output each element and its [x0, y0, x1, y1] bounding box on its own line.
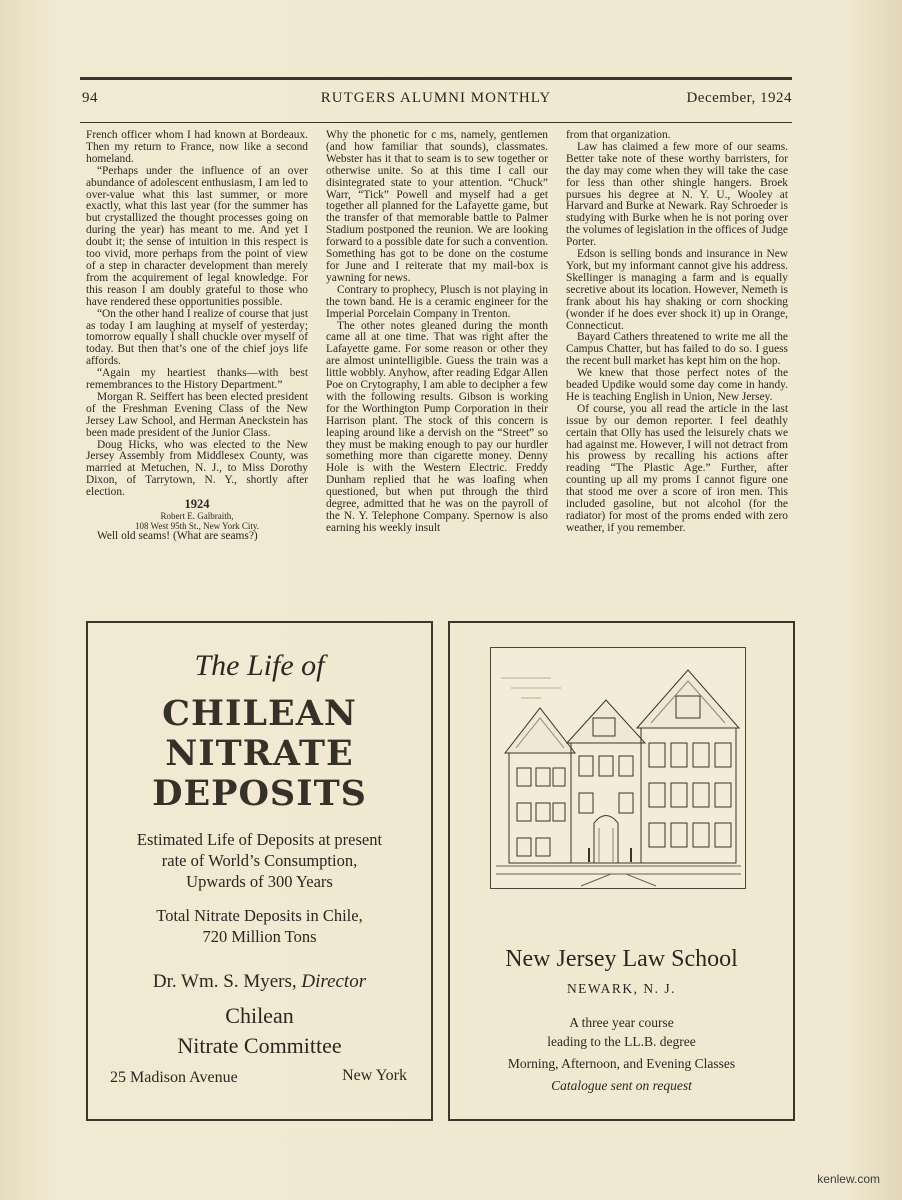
course-line: leading to the LL.B. degree: [547, 1034, 696, 1049]
school-name: New Jersey Law School: [505, 946, 738, 972]
paragraph: “Perhaps under the influence of an over abundance of adolescent enthusiasm, I am led to over-value what this last summer, or more exactly, what this last year (for the summer has but crystallized the thought processes going on during the year) has meant to me. And yet I doubt it; the sense of intuition in this respect is too vivid, more perhaps from the point of view of a step in character development than merely from the acquirement of legal knowledge. For this reason I am doubly grateful to those who have rendered these opportunities possible.: [86, 164, 308, 308]
ad-kicker: The Life of: [194, 649, 325, 682]
paragraph: Well old seams! (What are seams?): [97, 530, 258, 542]
catalogue-note: Catalogue sent on request: [551, 1078, 692, 1093]
director-name: Dr. Wm. S. Myers,: [152, 971, 297, 992]
watermark: kenlew.com: [817, 1172, 880, 1186]
paragraph: Bayard Cathers threatened to write me all the Campus Chatter, but has failed to do so. I guess the recent bull market has kept him on the hop.: [566, 331, 788, 368]
ad-title-line: DEPOSITS: [152, 773, 367, 814]
committee-name-line: Chilean: [225, 1003, 294, 1028]
paragraph: The other notes gleaned during the month came all at one time. That was right after the Lafayette game. For some reason or other they are almost unintelligible. Guess the train was a little wobbly. Anyhow, after reading Edgar Allen Poe on Crytography, I am able to decipher a few with the following results. Gibson is working for the Worthington Pump Corporation in their Harrison plant. The stock of this concern is leaping around like a dervish on the “Street” so they must be making enough to pay our hurdler something more than cigarette money. Denny Hole is with the Western Electric. Freddy Dunham replied that he was loafing when questioned, but when put through the third degree, admitted that he was on the payroll of the N. Y. Telephone Company. Spernow is also earning his weekly insult: [326, 319, 548, 534]
page-number: 94: [82, 90, 98, 106]
paragraph: French officer whom I had known at Bordeaux. Then my return to France, now like a second homeland.: [86, 129, 308, 165]
class-secretary-name: Robert E. Galbraith,: [160, 511, 234, 521]
ad-street-address: 25 Madison Avenue: [110, 1069, 238, 1086]
paragraph: Doug Hicks, who was elected to the New Jersey Assembly from Middlesex County, was married at Metuchen, N. J., to Miss Dorothy Dixon, of Tarrytown, N. Y., shortly after election.: [86, 438, 308, 499]
paragraph: Of course, you all read the article in the last issue by our demon reporter. I feel deathly certain that Olly has used the leisurely chats we had against me. However, I will not detract from his prowess by recalling his actions after reading “The Plastic Age.” Further, after counting up all my proms I cannot figure one that stood me over a score of iron men. This included gasoline, but not alcohol (for the radiator) for most of the proms ended with zero weather, if you remember.: [566, 402, 788, 534]
paragraph: Law has claimed a few more of our seams. Better take note of these worthy barristers, for the day may come when they will take the case for less than other shingle hangers. Broek pursues his degree at N. Y. U., Wooley at Harvard and Burke at Newark. Ray Schroeder is studying with Burke when he is not poring over the volumes of legislation in the offices of Judge Porter.: [566, 140, 788, 249]
paragraph: from that organization.: [566, 129, 671, 141]
page-header: [80, 88, 792, 112]
committee-name-line: Nitrate Committee: [177, 1033, 342, 1058]
chilean-nitrate-advertisement: [86, 621, 433, 1121]
paragraph: Morgan R. Seiffert has been elected president of the Freshman Evening Class of the New Jersey Law School, and Herman Aneckstein has been made president of the Junior Class.: [86, 390, 308, 439]
class-secretary-address: 108 West 95th St., New York City.: [134, 521, 260, 531]
school-location: NEWARK, N. J.: [566, 981, 677, 996]
ad-city: New York: [342, 1067, 407, 1084]
ad-estimate-line: Estimated Life of Deposits at present: [136, 830, 383, 849]
course-line: A three year course: [569, 1015, 674, 1030]
text-column-2: [326, 130, 548, 535]
nj-law-school-advertisement: [448, 621, 795, 1121]
ad-estimate-line: rate of World’s Consumption,: [161, 851, 358, 870]
building-drawing: [491, 648, 745, 888]
header-bottom-rule: [80, 122, 792, 123]
law-school-building-illustration: [490, 647, 746, 889]
paragraph: “On the other hand I realize of course that just as today I am laughing at myself of yesterday; tomorrow equally I shall chuckle over myself of today. But then that’s one of the chief joys life affords.: [86, 307, 308, 368]
paragraph: Contrary to prophecy, Plusch is not playing in the town band. He is a ceramic engineer for the Imperial Porcelain Company in Trenton.: [326, 283, 548, 320]
ad-total-line: 720 Million Tons: [202, 927, 317, 946]
ad-director: [88, 971, 431, 993]
paragraph: “Again my heartiest thanks—with best remembrances to the History Department.”: [86, 367, 308, 392]
ad-total-line: Total Nitrate Deposits in Chile,: [156, 906, 363, 925]
ad-estimate: [88, 829, 431, 892]
paragraph: Why the phonetic for c ms, namely, gentlemen (and how familiar that sounds), classmates. Webster has it that to seam is to sew together or otherwise unite. So at this time I call our disintegrated state to your attention. “Chuck” Warr, “Tick” Powell and myself had a get together all planned for the Lafayette game, but the transfer of that memorable battle to Palmer Stadium postponed the reunion. We are looking forward to a possible date for such a convention. Something has got to be done on the costume for June and I reiterate that my mail-box is yawning for news.: [326, 129, 548, 284]
magazine-title: RUTGERS ALUMNI MONTHLY: [320, 90, 552, 106]
text-column-3: [566, 130, 788, 535]
class-times: Morning, Afternoon, and Evening Classes: [507, 1056, 736, 1071]
issue-date: December, 1924: [686, 90, 792, 106]
ad-total: [88, 905, 431, 947]
ad-estimate-line: Upwards of 300 Years: [186, 872, 333, 891]
ad-title-line: NITRATE: [165, 733, 354, 774]
ad-title-line: CHILEAN: [162, 693, 357, 734]
header-top-rule: [80, 77, 792, 80]
text-column-1: [86, 130, 308, 543]
paragraph: We knew that those perfect notes of the beaded Updike would some day come in handy. He is teaching English in Union, New Jersey.: [566, 367, 788, 403]
director-title: Director: [301, 971, 367, 992]
paragraph: Edson is selling bonds and insurance in New York, but my informant cannot give his address. Skellinger is managing a farm and is equally secretive about its location. However, Nemeth is frank about his hay shaking or corn shocking (wonder if he does ever shock it) up in Orange, Connecticut.: [566, 248, 788, 332]
class-year-heading: 1924: [184, 497, 210, 512]
